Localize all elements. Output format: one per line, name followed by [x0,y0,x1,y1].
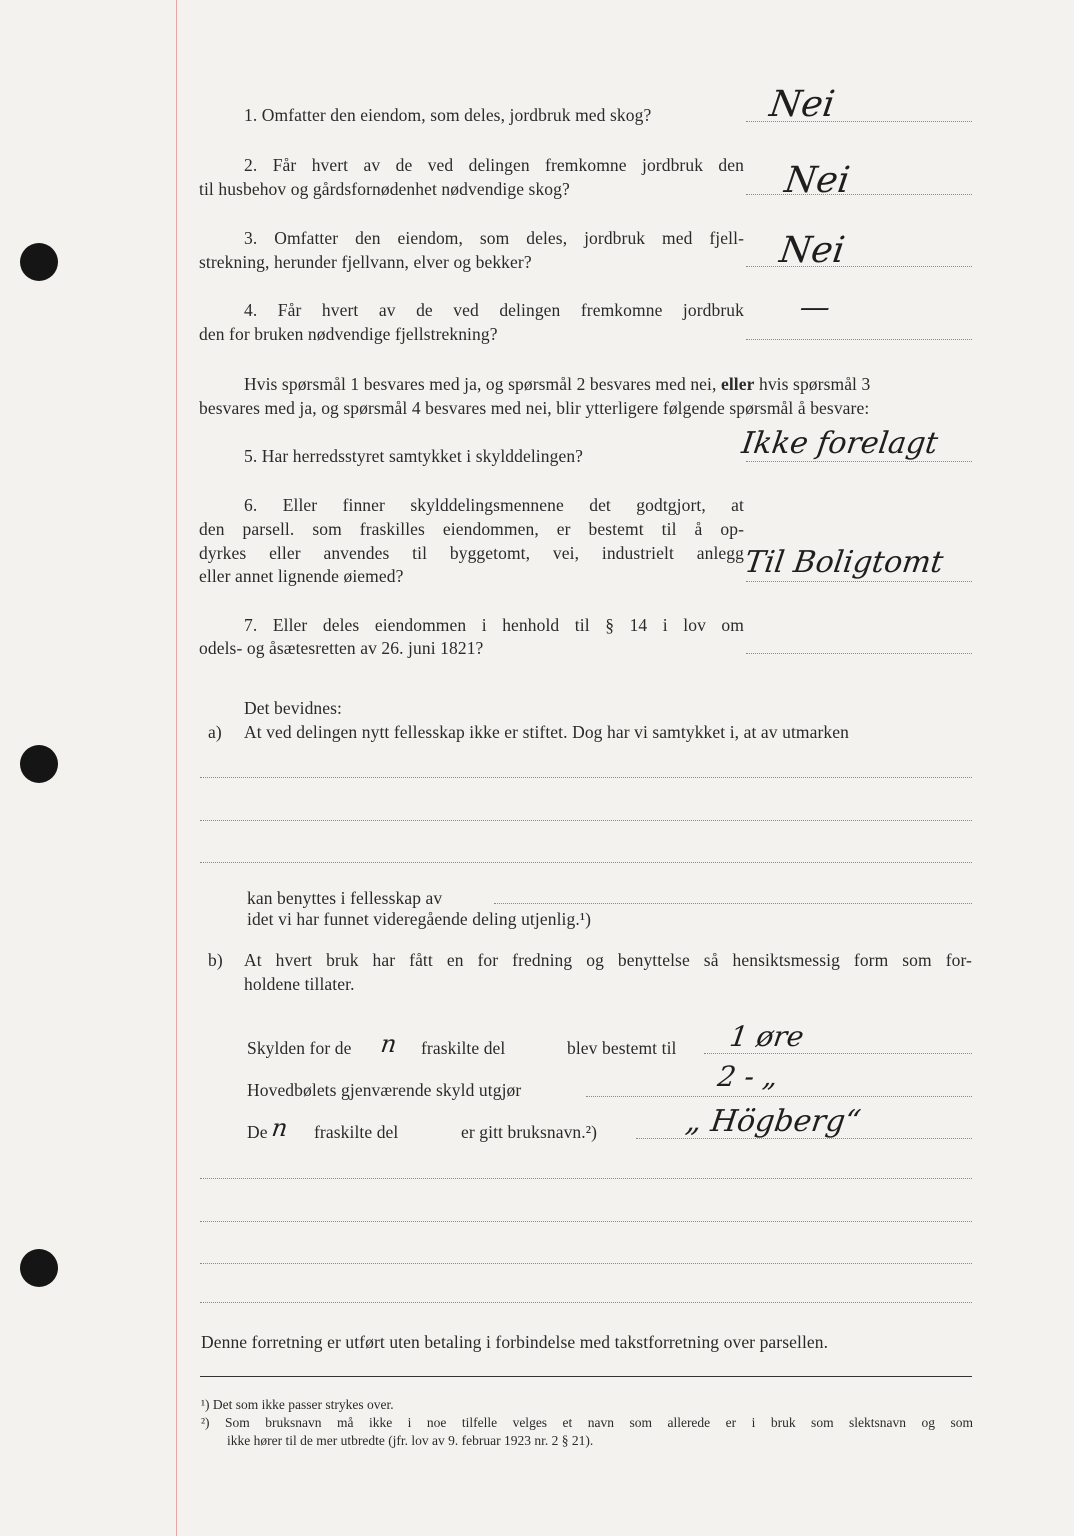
blank-line-b2 [200,1221,972,1222]
answer-line-4 [746,339,972,340]
question-2-line-1: 2. Får hvert av de ved delingen fremkomne jordbruk den [244,155,744,175]
answer-5-handwritten: Ikke forelagt [739,426,940,461]
question-7-line-2: odels- og åsætesretten av 26. juni 1821? [199,638,484,658]
certify-a-text: At ved delingen nytt fellesskap ikke er stiftet. Dog har vi samtykket i, at av utmarken [244,722,849,742]
shared-use-label: kan benyttes i fellesskap av [247,888,443,908]
blank-line-a3 [200,862,972,863]
answer-line-2 [746,194,972,195]
certify-a-label: a) [208,722,222,742]
answer-line-7 [746,653,972,654]
answer-line-6 [746,581,972,582]
hoved-answer: 2 - „ [715,1060,780,1093]
binder-hole-middle [20,745,58,783]
binder-hole-bottom [20,1249,58,1287]
hoved-line [586,1096,972,1097]
den-handwritten-n: n [270,1114,290,1142]
question-6-line-4: eller annet lignende øiemed? [199,566,404,586]
blank-line-b3 [200,1263,972,1264]
question-6-line-1: 6. Eller finner skylddelingsmennene det godtgjort, at [244,495,744,515]
den-answer: „ Högberg“ [683,1104,863,1139]
certify-b-line-1: At hvert bruk har fått en for fredning og benyttelse så hensiktsmessig form som for- [244,950,972,970]
closing-statement: Denne forretning er utført uten betaling i forbindelse med takstforretning over parsellen. [201,1332,829,1352]
shared-use-line [494,903,972,904]
question-3-line-2: strekning, herunder fjellvann, elver og bekker? [199,252,532,272]
certify-b-label: b) [208,950,223,970]
den-label-2: fraskilte del [314,1122,399,1142]
footnote-2-line-1: ²) Som bruksnavn må ikke i noe tilfelle velges et navn som allerede er i bruk som slektsnavn og som [201,1415,973,1430]
answer-1-handwritten: Nei [767,84,838,125]
answer-line-5 [746,461,972,462]
skylden-line [704,1053,972,1054]
condition-text-b: hvis spørsmål 3 [758,374,871,394]
certify-b-line-2: holdene tillater. [244,974,355,994]
finding-text: idet vi har funnet videregående deling utjenlig.¹) [247,909,592,929]
den-label-3: er gitt bruksnavn.²) [461,1122,598,1142]
question-1: 1. Omfatter den eiendom, som deles, jordbruk med skog? [244,105,652,125]
answer-6-handwritten: Til Boligtomt [742,545,946,580]
certify-heading: Det bevidnes: [244,698,343,718]
question-6-line-2: den parsell. som fraskilles eiendommen, er bestemt til å op- [199,519,744,539]
question-6-line-3: dyrkes eller anvendes til byggetomt, vei, industrielt anlegg [199,543,744,563]
binder-hole-top [20,243,58,281]
condition-bold-or: eller [720,374,755,394]
condition-line-1 [244,374,870,395]
answer-3-handwritten: Nei [777,230,848,271]
footnote-1: ¹) Det som ikke passer strykes over. [201,1397,394,1412]
skylden-handwritten-n: n [379,1030,399,1058]
answer-4-handwritten: — [797,290,833,325]
blank-line-b4 [200,1302,972,1303]
den-label-1: De [247,1122,268,1142]
question-2-line-2: til husbehov og gårdsfornødenhet nødvendige skog? [199,179,570,199]
blank-line-b1 [200,1178,972,1179]
condition-line-2: besvares med ja, og spørsmål 4 besvares med nei, blir ytterligere følgende spørsmål å besvare: [199,398,870,418]
footnote-separator [200,1376,972,1377]
hoved-label: Hovedbølets gjenværende skyld utgjør [247,1080,522,1100]
question-5: 5. Har herredsstyret samtykket i skylddelingen? [244,446,584,466]
footnote-2-line-2: ikke hører til de mer utbredte (jfr. lov av 9. februar 1923 nr. 2 § 21). [227,1433,594,1448]
question-4-line-1: 4. Får hvert av de ved delingen fremkomne jordbruk [244,300,744,320]
question-4-line-2: den for bruken nødvendige fjellstrekning? [199,324,498,344]
question-7-line-1: 7. Eller deles eiendommen i henhold til § 14 i lov om [244,615,744,635]
blank-line-a2 [200,820,972,821]
answer-2-handwritten: Nei [782,160,853,201]
skylden-label-3: blev bestemt til [567,1038,677,1058]
skylden-label-2: fraskilte del [421,1038,506,1058]
blank-line-a1 [200,777,972,778]
question-3-line-1: 3. Omfatter den eiendom, som deles, jordbruk med fjell- [244,228,744,248]
margin-rule [176,0,177,1536]
skylden-answer: 1 øre [727,1020,806,1053]
condition-text-a: Hvis spørsmål 1 besvares med ja, og spørsmål 2 besvares med nei, [244,374,717,394]
skylden-label-1: Skylden for de [247,1038,352,1058]
